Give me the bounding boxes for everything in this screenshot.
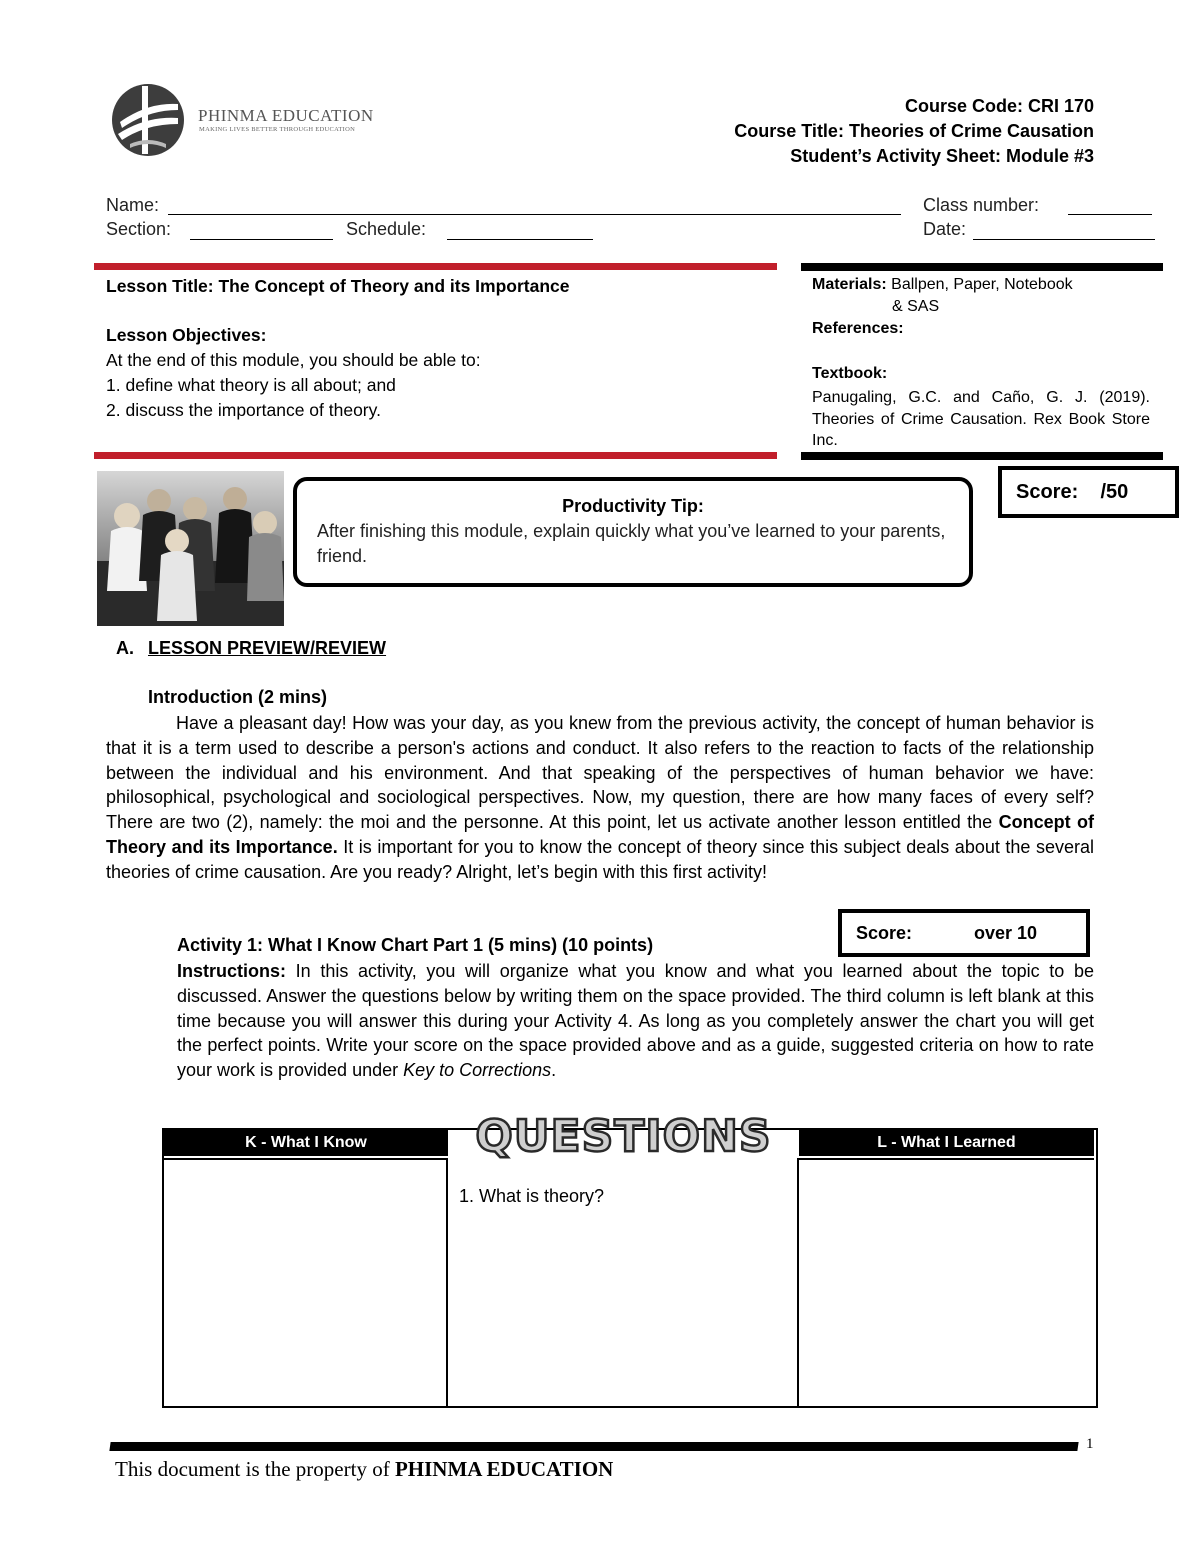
course-title: Course Title: Theories of Crime Causation [734,121,1094,141]
course-code: Course Code: CRI 170 [904,96,1094,116]
activity1-instructions [177,959,1094,1083]
instructions-key-to-corrections: Key to Corrections [403,1060,552,1081]
instructions-text: In this activity, you will organize what you know and what you learned about the topic to be discussed. Answer the questions below by writing them on the space provided. The third column is left blank at this time because you will answer this during your Activity 4. As long as you completely answer the chart you will get the perfect points. Write your score on the space provided above and as a guide, suggested criteria on how to rate your work is provided under [177,961,1094,1081]
footer-property-owner: PHINMA EDUCATION [394,1457,614,1481]
score-total-box [998,466,1179,518]
instructions-end: . [551,1060,557,1081]
chart-header-l: L - What I Learned [799,1130,1094,1156]
name-field[interactable] [168,214,901,215]
textbook-reference: Panugaling, G.C. and Caño, G. J. (2019). Theories of Crime Causation. Rex Book Store Inc. [812,389,1150,449]
chart-header-k: K - What I Know [164,1130,448,1156]
lesson-title: Lesson Title: The Concept of Theory and its Importance [106,276,570,296]
section-field[interactable] [190,239,333,240]
chart-k-cell[interactable] [162,1158,448,1406]
logo-name: PHINMA EDUCATION [198,106,374,125]
lesson-top-bar [94,263,777,270]
materials [812,274,1152,296]
activity1-heading: Activity 1: What I Know Chart Part 1 (5 mins) (10 points) [177,935,654,955]
lesson-objective-1: 1. define what theory is all about; and [106,375,396,395]
materials-top-bar [801,263,1163,271]
references-label: References: [812,320,904,337]
materials-bottom-bar [801,452,1163,460]
introduction-text-1: Have a pleasant day! How was your day, as you knew from the previous activity, the concept of human behavior is that it is a term used to describe a person's actions and conduct. It also refers to the reaction to facts of the relationship between the individual and his environment. And that speaking of the perspectives of human behavior we have: philosophical, psychological and sociological perspectives. Now, my question, there are how many faces of every self? There are two (2), namely: the moi and the personne. At this point, let us activate another lesson entitled the [106,713,1094,833]
date-label: Date: [923,219,967,239]
instructions-label: Instructions: [177,961,287,981]
lesson-objective-2: 2. discuss the importance of theory. [106,400,381,420]
footer-property-text [115,1457,613,1482]
schedule-field[interactable] [447,239,593,240]
score-total-label: Score: /50 [1016,481,1129,503]
lesson-objectives-intro: At the end of this module, you should be able to: [106,350,481,370]
lesson-bottom-bar [94,452,777,459]
chart-questions-cell [448,1158,799,1406]
materials-value: Ballpen, Paper, Notebook [891,276,1073,293]
introduction-text-2: It is important for you to know the concept of theory since this subject deals about the several theories of crime causation. Are you ready? Alright, let’s begin with this first activity! [106,836,1095,882]
materials-value-2: & SAS [892,298,940,315]
class-number-field[interactable] [1068,214,1152,215]
introduction-paragraph [106,711,1094,885]
activity-sheet-title: Student’s Activity Sheet: Module #3 [790,146,1094,166]
introduction-heading: Introduction (2 mins) [148,687,327,707]
introduction-bold-text: Concept of Theory and its Importance. [106,812,1094,857]
question-1: 1. What is theory? [459,1186,605,1206]
section-a-letter: A. [116,638,134,658]
logo-tagline: MAKING LIVES BETTER THROUGH EDUCATION [199,126,356,133]
page-number: 1 [1086,1436,1094,1452]
section-label: Section: [106,219,172,239]
phinma-emblem-icon [108,82,188,158]
chart-header-questions [448,1111,799,1162]
chart-l-cell[interactable] [797,1158,1094,1406]
schedule-label: Schedule: [346,219,427,239]
activity1-score-box [838,909,1090,957]
date-field[interactable] [973,239,1155,240]
productivity-tip-text: After finishing this module, explain quickly what you’ve learned to your parents, friend. [317,521,946,566]
class-number-label: Class number: [923,195,1040,215]
activity1-score-value: over 10 [974,923,1038,943]
students-photo [97,471,284,626]
materials-label: Materials: [812,276,887,293]
productivity-tip-box [293,477,973,587]
productivity-tip-title: Productivity Tip: [562,496,704,516]
activity1-score-label: Score: [856,923,913,943]
questions-title: QUESTIONS [475,1111,772,1162]
section-a-title: LESSON PREVIEW/REVIEW [148,638,387,658]
textbook-label: Textbook: [812,365,888,382]
footer-bar [109,1442,1078,1451]
lesson-objectives-heading: Lesson Objectives: [106,325,267,345]
name-label: Name: [106,195,160,215]
footer-property-prefix: This document is the property of [115,1457,395,1481]
phinma-logo [108,82,374,158]
